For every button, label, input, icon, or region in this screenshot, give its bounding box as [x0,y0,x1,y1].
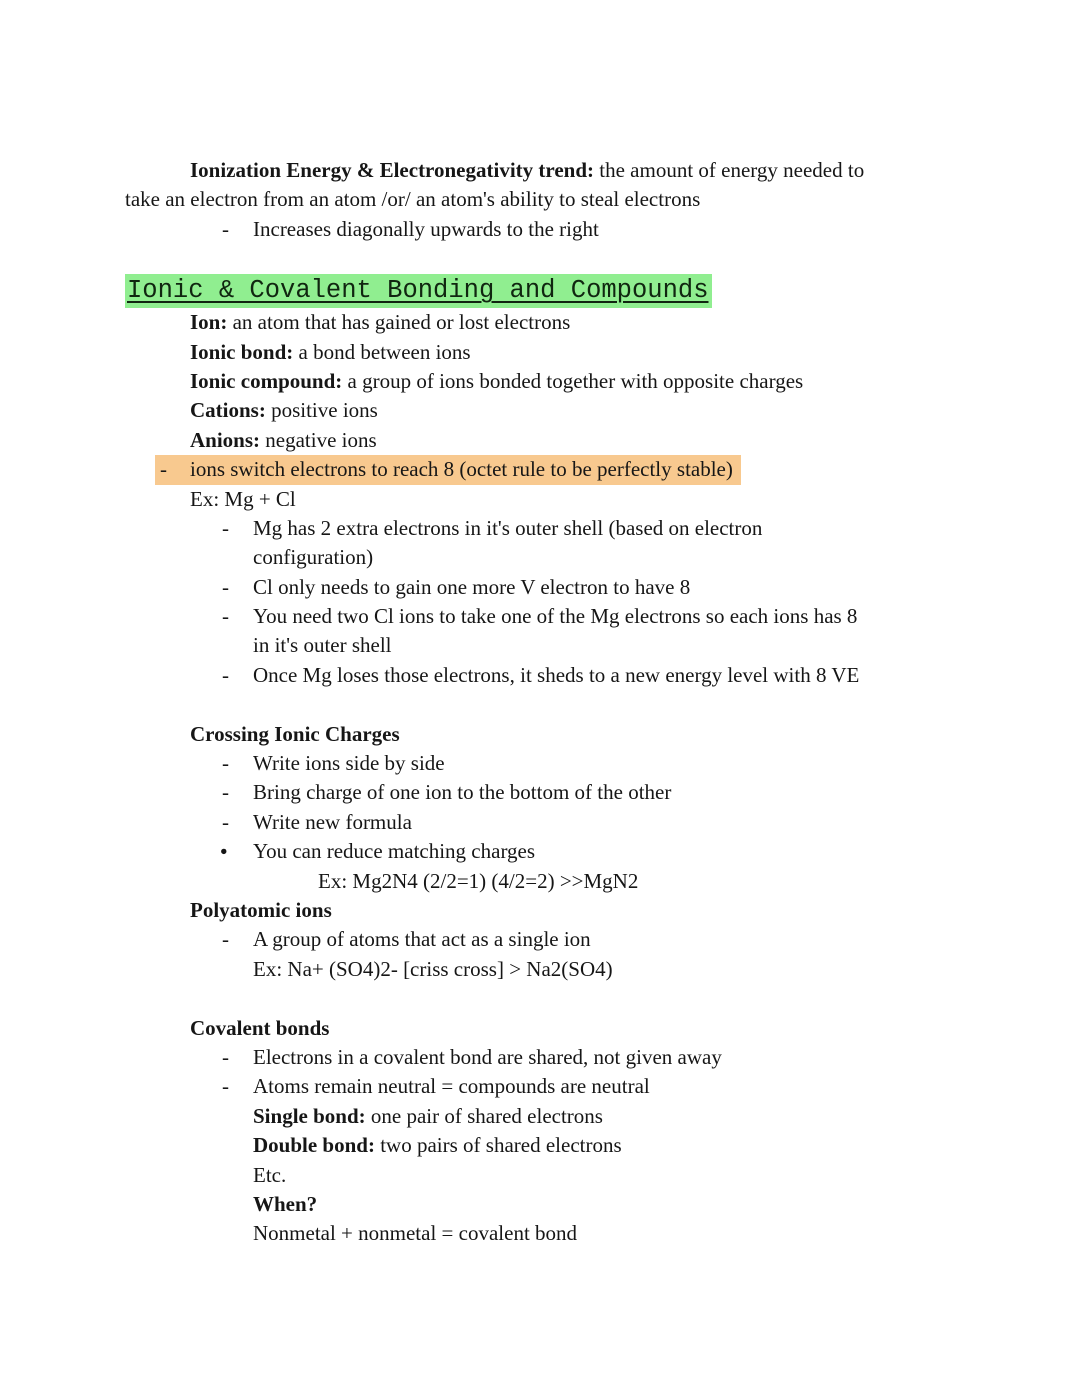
line-ionization-lead [125,156,1035,185]
line-nonmetal-rule [125,1219,1035,1248]
section-heading-highlighted: Ionic & Covalent Bonding and Compounds [125,274,712,308]
mg-extra-electrons-wrap-text: configuration) [253,545,374,570]
ionic-bond-text: a bond between ions [298,339,471,364]
dash-bullet: - [222,1074,229,1099]
when-text: When? [253,1191,318,1216]
line-double-bond [125,1131,1035,1160]
line-write-ions [125,749,1035,778]
mg-extra-electrons-text: Mg has 2 extra electrons in it's outer shell (based on electron [253,515,763,540]
write-formula-text: Write new formula [253,809,412,834]
dash-bullet: - [222,216,229,241]
line-increases-bullet [125,215,1035,244]
etc-text: Etc. [253,1162,287,1187]
dash-bullet: - [222,927,229,952]
nonmetal-rule-text: Nonmetal + nonmetal = covalent bond [253,1221,578,1246]
mg2n4-example-text: Ex: Mg2N4 (2/2=1) (4/2=2) >>MgN2 [318,868,639,893]
dash-bullet: - [222,574,229,599]
crossing-title-text: Crossing Ionic Charges [190,721,400,746]
line-section-heading [125,274,1035,308]
double-bond-label: Double bond: [253,1133,375,1158]
once-mg-loses-text: Once Mg loses those electrons, it sheds to a new energy level with 8 VE [253,662,860,687]
line-ionization-wrap [125,185,1035,214]
cl-needs-one-text: Cl only needs to gain one more V electron to have 8 [253,574,691,599]
line-cl-needs-one [125,573,1035,602]
octet-rule-highlighted [155,455,741,484]
two-cl-ions-text: You need two Cl ions to take one of the Mg electrons so each ions has 8 [253,604,858,629]
reduce-charges-text: You can reduce matching charges [253,839,536,864]
line-etc [125,1161,1035,1190]
line-mg-extra-electrons-wrap [125,543,1035,572]
line-two-cl-ions-wrap [125,631,1035,660]
dash-bullet: - [160,457,167,482]
line-bring-charge [125,778,1035,807]
cations-text: positive ions [271,398,378,423]
ion-text: an atom that has gained or lost electrons [232,310,571,335]
line-octet-rule [125,455,1035,484]
example-mg-cl-text: Ex: Mg + Cl [190,486,296,511]
line-electrons-shared [125,1043,1035,1072]
ionic-compound-text: a group of ions bonded together with opposite charges [347,368,804,393]
ion-label: Ion: [190,310,228,335]
ionic-compound-label: Ionic compound: [190,368,343,393]
ionization-definition-part2: take an electron from an atom /or/ an atom's ability to steal electrons [125,187,701,212]
ionic-bond-label: Ionic bond: [190,339,294,364]
line-def-cations [125,396,1035,425]
line-mg-extra-electrons [125,514,1035,543]
dash-bullet: - [222,604,229,629]
line-def-ionic-compound [125,367,1035,396]
blank-line [125,690,1035,719]
line-once-mg-loses [125,661,1035,690]
atoms-neutral-text: Atoms remain neutral = compounds are neutral [253,1074,650,1099]
line-write-formula [125,808,1035,837]
bring-charge-text: Bring charge of one ion to the bottom of the other [253,780,672,805]
line-polyatomic-example [125,955,1035,984]
covalent-title-text: Covalent bonds [190,1015,330,1040]
cations-label: Cations: [190,398,266,423]
increases-text: Increases diagonally upwards to the right [253,216,599,241]
electrons-shared-text: Electrons in a covalent bond are shared, not given away [253,1044,722,1069]
ionization-term-bold: Ionization Energy & Electronegativity trend: [190,158,595,182]
line-def-anions [125,426,1035,455]
anions-text: negative ions [265,427,377,452]
dash-bullet: - [222,515,229,540]
line-polyatomic-title [125,896,1035,925]
polyatomic-def-text: A group of atoms that act as a single ion [253,927,591,952]
double-bond-text: two pairs of shared electrons [380,1133,622,1158]
line-def-ionic-bond [125,338,1035,367]
line-single-bond [125,1102,1035,1131]
dash-bullet: - [222,809,229,834]
line-two-cl-ions [125,602,1035,631]
dash-bullet: - [222,751,229,776]
polyatomic-title-text: Polyatomic ions [190,897,332,922]
line-crossing-title [125,720,1035,749]
disc-bullet: ● [220,844,228,859]
write-ions-text: Write ions side by side [253,751,445,776]
blank-line [125,984,1035,1013]
dash-bullet: - [222,1044,229,1069]
octet-rule-text: ions switch electrons to reach 8 (octet rule to be perfectly stable) [190,457,733,482]
two-cl-ions-wrap-text: in it's outer shell [253,633,392,658]
dash-bullet: - [222,662,229,687]
single-bond-text: one pair of shared electrons [370,1103,603,1128]
line-atoms-neutral [125,1072,1035,1101]
line-mg2n4-example [125,867,1035,896]
line-example-mg-cl [125,485,1035,514]
ionization-definition-part1: the amount of energy needed to [599,158,865,182]
single-bond-label: Single bond: [253,1103,366,1128]
line-polyatomic-def [125,925,1035,954]
polyatomic-example-text: Ex: Na+ (SO4)2- [criss cross] > Na2(SO4) [253,956,613,981]
line-covalent-title [125,1014,1035,1043]
line-def-ion [125,308,1035,337]
line-when [125,1190,1035,1219]
dash-bullet: - [222,780,229,805]
line-reduce-charges [125,837,1035,866]
anions-label: Anions: [190,427,261,452]
document-content [125,156,1035,1249]
